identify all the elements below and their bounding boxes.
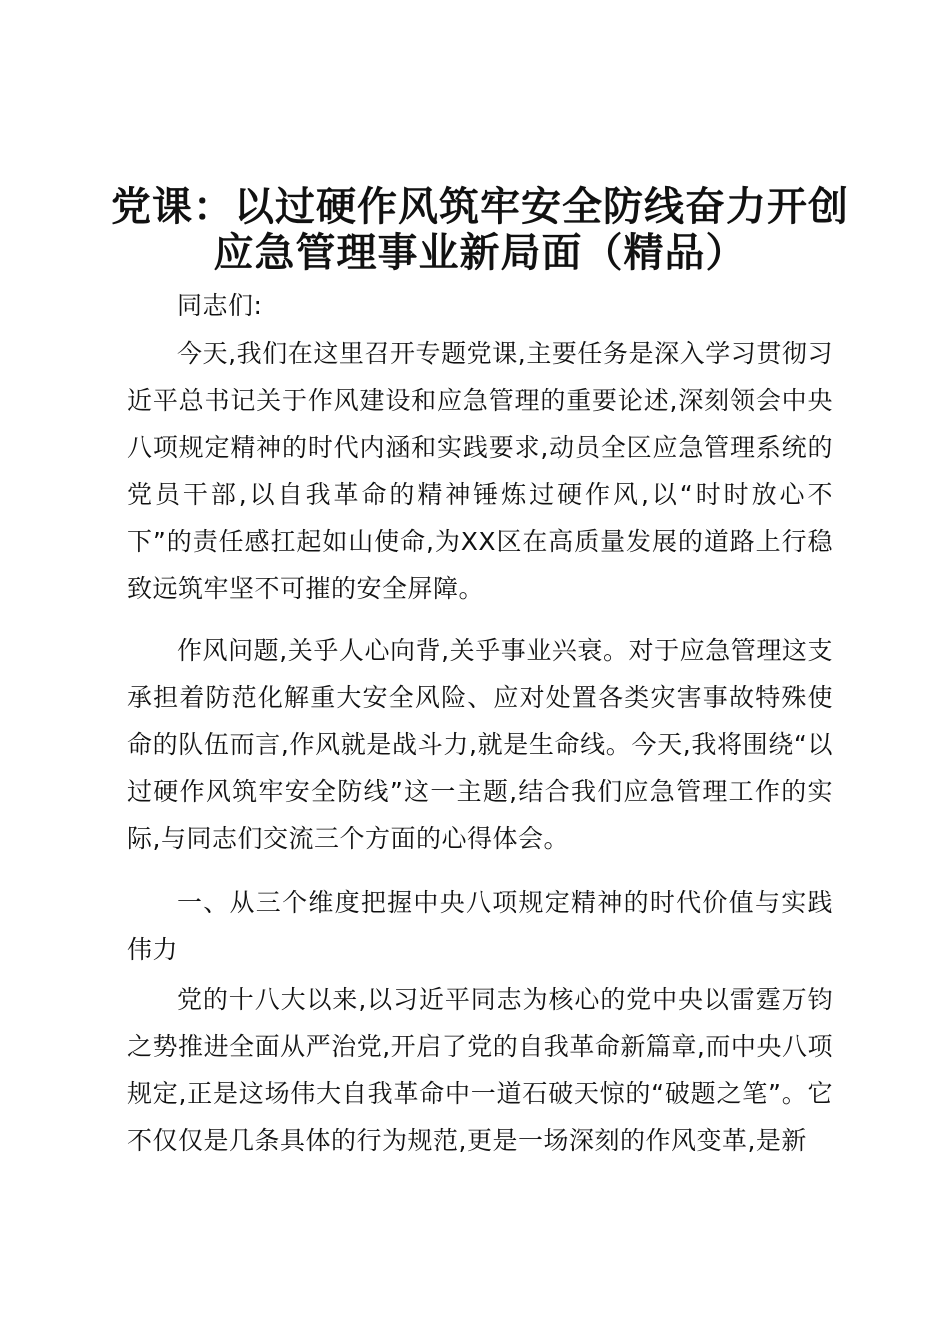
section-paragraph: 党的十八大以来,以习近平同志为核心的党中央以雷霆万钧之势推进全面从严治党,开启了党的自我革命新篇章,而中央八项规定,正是这场伟大自我革命中一道石破天惊的“破题之笔”。它不仅仅是几条具体的行为规范,更是一场深刻的作风变革,是新 [127, 985, 833, 1155]
paragraph-intro: 今天,我们在这里召开专题党课,主要任务是深入学习贯彻习近平总书记关于作风建设和应急管理的重要论述,深刻领会中央八项规定精神的时代内涵和实践要求,动员全区应急管理系统的党员干部,以自我革命的精神锤炼过硬作风,以“时时放心不下”的责任感扛起如山使命,为XX区在高质量发展的道路上行稳致远筑牢坚不可摧的安全屏障。 [127, 339, 833, 603]
section-heading: 一、从三个维度把握中央八项规定精神的时代价值与实践伟力 [127, 888, 833, 964]
document-title: 党课：以过硬作风筑牢安全防线奋力开创应急管理事业新局面（精品） [111, 184, 849, 276]
salutation: 同志们: [177, 291, 263, 320]
paragraph-theme: 作风问题,关乎人心向背,关乎事业兴衰。对于应急管理这支承担着防范化解重大安全风险、应对处置各类灾害事故特殊使命的队伍而言,作风就是战斗力,就是生命线。今天,我将围绕“以过硬作风筑牢安全防线”这一主题,结合我们应急管理工作的实际,与同志们交流三个方面的心得体会。 [127, 636, 833, 853]
